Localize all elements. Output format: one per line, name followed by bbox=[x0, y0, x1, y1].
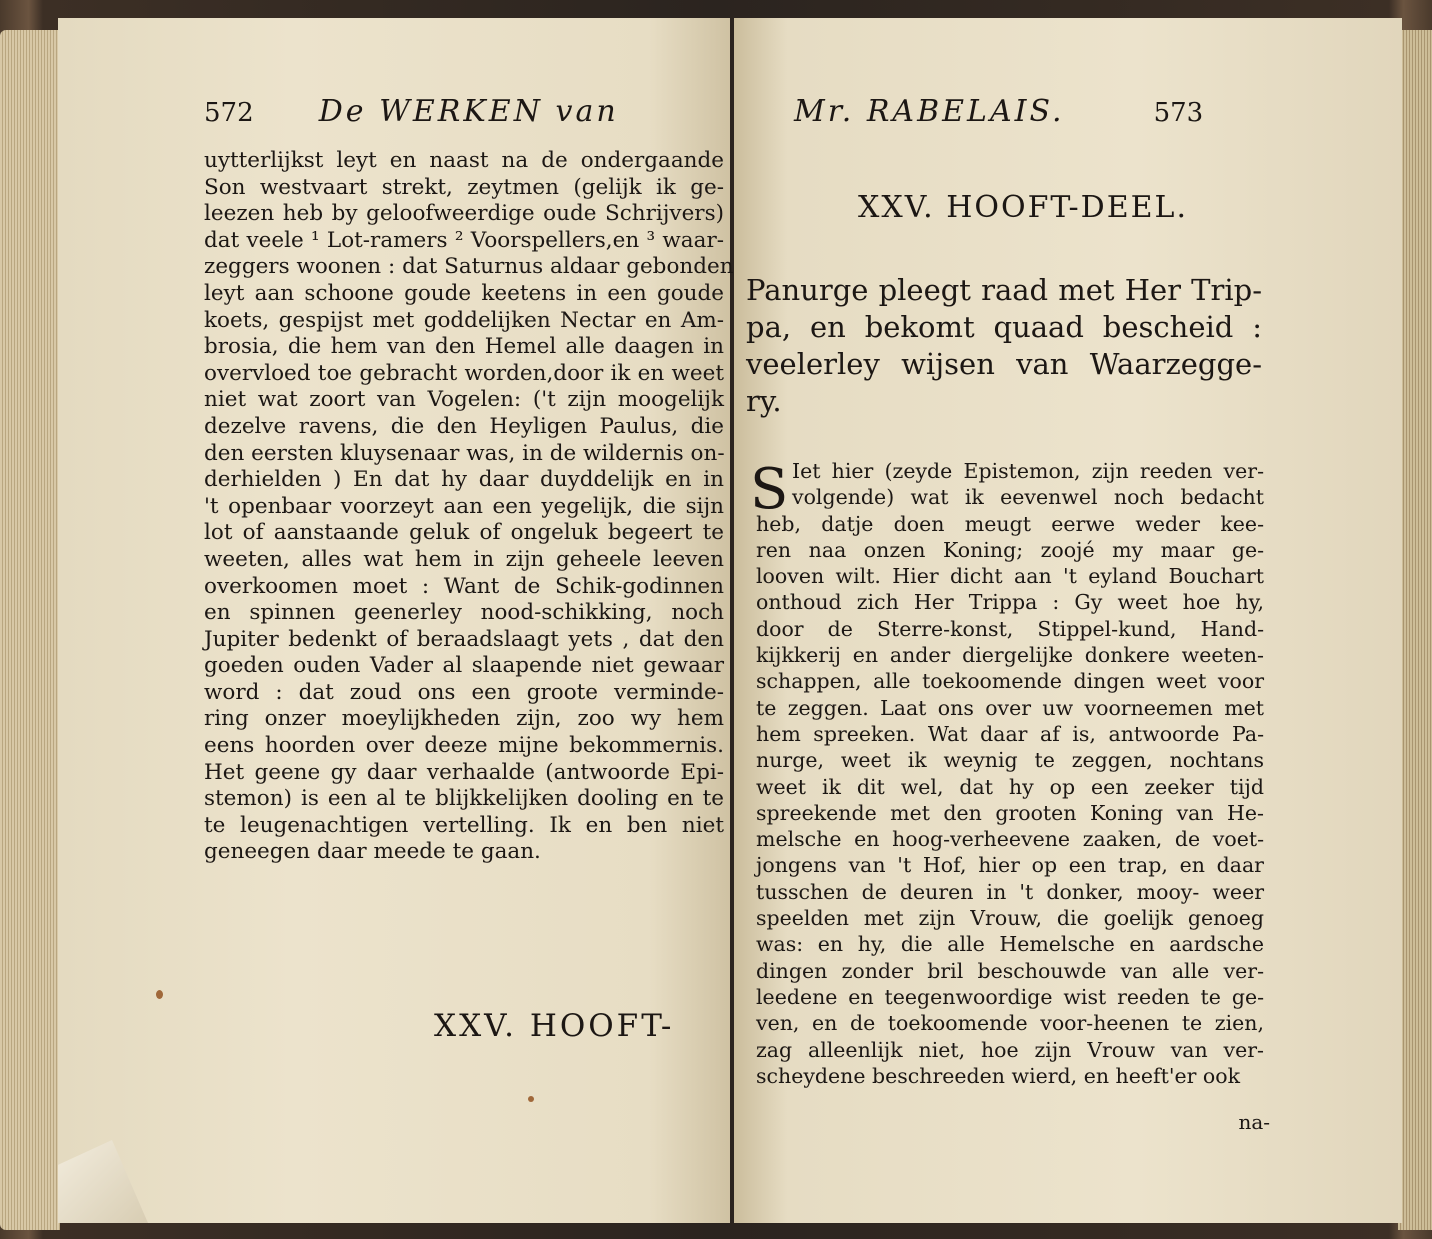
paper-stain bbox=[528, 1096, 534, 1102]
text-line: te leugenachtigen vertelling. Ik en ben niet bbox=[204, 812, 724, 838]
text-line: geneegen daar meede te gaan. bbox=[204, 839, 541, 865]
text-line: goeden ouden Vader al slaapende niet gewaar bbox=[204, 653, 724, 679]
text-line: leezen heb by geloofweerdige oude Schrijvers) bbox=[204, 201, 724, 227]
text-line: uytterlijkst leyt en naast na de ondergaande bbox=[204, 148, 724, 173]
text-line: spreekende met den grooten Koning van He- bbox=[756, 800, 1264, 825]
text-line: dat veele ¹ Lot-ramers ² Voorspellers,en ³ waar- bbox=[204, 227, 724, 253]
right-page bbox=[734, 18, 1402, 1223]
text-line: jongens van 't Hof, hier op een trap, en daar bbox=[756, 853, 1264, 878]
left-page-number: 572 bbox=[204, 98, 254, 128]
text-line: veelerley wijsen van Waarzegge- bbox=[746, 347, 1262, 381]
text-line: en spinnen geenerley nood-schikking, noch bbox=[204, 600, 724, 626]
chapter-heading: XXV. HOOFT-DEEL. bbox=[858, 190, 1188, 225]
text-line: ven, en de toekoomende voor-heenen te zien, bbox=[756, 1011, 1264, 1036]
text-line: leyt aan schoone goude keetens in een goude bbox=[204, 280, 724, 306]
text-line: den eersten kluysenaar was, in de wildernis on- bbox=[204, 440, 725, 466]
text-line: lot of aanstaande geluk of ongeluk begeert te bbox=[204, 520, 724, 546]
text-line: Panurge pleegt raad met Her Trip- bbox=[746, 273, 1262, 307]
right-body-text bbox=[756, 458, 1264, 1089]
text-line: dezelve ravens, die den Heyligen Paulus, die bbox=[204, 413, 724, 439]
text-line: derhielden ) En dat hy daar duyddelijk en in bbox=[204, 467, 724, 493]
text-line: speelden met zijn Vrouw, die goelijk genoeg bbox=[756, 906, 1264, 931]
text-line: overkoomen moet : Want de Schik-godinnen bbox=[204, 573, 724, 599]
text-line: word : dat zoud ons een groote verminde- bbox=[204, 679, 724, 705]
text-line: zag alleenlijk niet, hoe zijn Vrouw van ver- bbox=[756, 1037, 1264, 1062]
text-line: Jupiter bedenkt of beraadslaagt yets , dat den bbox=[204, 626, 724, 652]
text-line: was: en hy, die alle Hemelsche en aardsche bbox=[756, 932, 1264, 957]
text-line: ring onzer moeylijkheden zijn, zoo wy hem bbox=[204, 706, 724, 732]
text-line: door de Sterre-konst, Stippel-kund, Hand- bbox=[756, 616, 1264, 641]
text-line: weeten, alles wat hem in zijn geheele leeven bbox=[204, 546, 724, 572]
text-line: stemon) is een al te blijkkelijken dooling en te bbox=[204, 786, 724, 812]
text-line: tusschen de deuren in 't donker, mooy- weer bbox=[756, 879, 1264, 904]
left-body-text bbox=[204, 148, 734, 866]
text-line: overvloed toe gebracht worden,door ik en weet bbox=[204, 360, 724, 386]
text-line: ren naa onzen Koning; zoojé my maar ge- bbox=[756, 537, 1264, 562]
text-line: melsche en hoog-verheevene zaaken, de voet- bbox=[756, 827, 1264, 852]
text-line: weet ik dit wel, dat hy op een zeeker tijd bbox=[756, 774, 1264, 799]
text-line: looven wilt. Hier dicht aan 't eyland Bouchart bbox=[756, 564, 1264, 589]
text-line: volgende) wat ik eevenwel noch bedacht bbox=[792, 485, 1264, 510]
right-page-header bbox=[794, 94, 1254, 144]
left-running-title: De WERKEN van bbox=[318, 94, 619, 129]
paper-stain bbox=[156, 990, 163, 999]
text-line: nurge, weet ik weynig te zeggen, nochtans bbox=[756, 748, 1264, 773]
text-line: koets, gespijst met goddelijken Nectar en Am- bbox=[204, 307, 724, 333]
left-page bbox=[58, 18, 734, 1223]
text-line: 't openbaar voorzeyt aan een yegelijk, die sijn bbox=[204, 493, 724, 519]
text-line: te zeggen. Laat ons over uw voorneemen met bbox=[756, 695, 1264, 720]
catchword: na- bbox=[1238, 1110, 1270, 1134]
right-page-number: 573 bbox=[1153, 98, 1204, 128]
page-edges-left bbox=[0, 30, 60, 1230]
text-line: schappen, alle toekoomende dingen weet voor bbox=[756, 669, 1264, 694]
text-line: ry. bbox=[746, 384, 782, 418]
text-line: Het geene gy daar verhaalde (antwoorde Epi- bbox=[204, 759, 724, 785]
text-line: zeggers woonen : dat Saturnus aldaar gebonden bbox=[204, 254, 734, 280]
text-line: hem spreeken. Wat daar af is, antwoorde Pa- bbox=[756, 721, 1264, 746]
chapter-subtitle bbox=[746, 272, 1262, 420]
text-line: dingen zonder bril beschouwde van alle ver- bbox=[756, 958, 1264, 983]
text-line: kijkkerij en ander diergelijke donkere weeten- bbox=[756, 643, 1264, 668]
left-bottom-heading: XXV. HOOFT- bbox=[434, 1008, 675, 1044]
page-edges-right bbox=[1398, 30, 1432, 1230]
text-line: niet wat zoort van Vogelen: ('t zijn moogelijk bbox=[204, 387, 724, 413]
text-line: leedene en teegenwoordige wist reeden te ge- bbox=[756, 984, 1264, 1009]
text-line: brosia, die hem van den Hemel alle daagen in bbox=[204, 334, 724, 360]
text-line: scheydene beschreeden wierd, en heeft'er ook bbox=[756, 1063, 1241, 1088]
text-line: onthoud zich Her Trippa : Gy weet hoe hy, bbox=[756, 590, 1264, 615]
text-line: heb, datje doen meugt eerwe weder kee- bbox=[756, 511, 1264, 536]
drop-cap: S bbox=[750, 457, 789, 522]
right-running-title: Mr. RABELAIS. bbox=[794, 94, 1065, 129]
left-page-header bbox=[204, 94, 704, 144]
text-line: Son westvaart strekt, zeytmen (gelijk ik ge- bbox=[204, 174, 724, 200]
text-line: pa, en bekomt quaad bescheid : bbox=[746, 310, 1262, 344]
text-line: eens hoorden over deeze mijne bekommernis. bbox=[204, 733, 724, 759]
text-line: Iet hier (zeyde Epistemon, zijn reeden ver- bbox=[792, 459, 1264, 483]
